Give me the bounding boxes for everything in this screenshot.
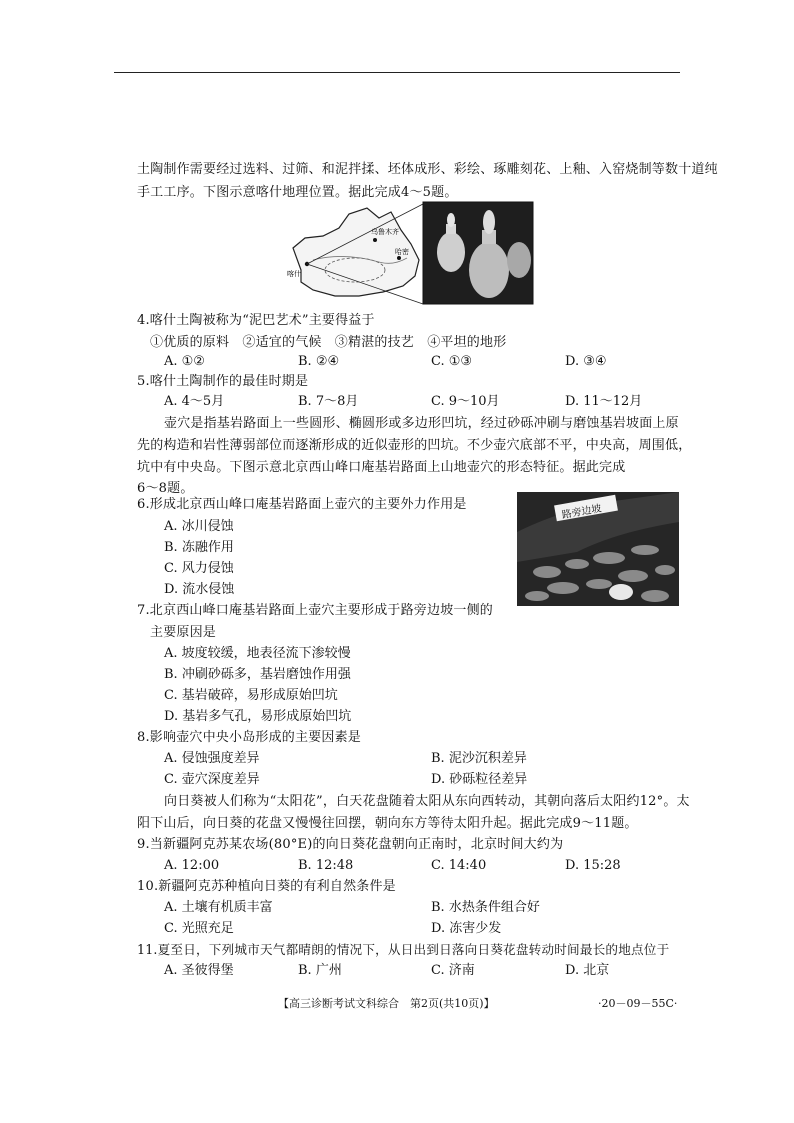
map-label-urumqi: 乌鲁木齐 xyxy=(371,228,399,236)
q9-option-c[interactable]: C. 14:40 xyxy=(431,858,487,873)
passage3-line1: 向日葵被人们称为“太阳花”，白天花盘随着太阳从东向西转动，其朝向落后太阳约12°。太 xyxy=(164,794,690,809)
q11-stem: 11.夏至日，下列城市天气都晴朗的情况下，从日出到日落向日葵花盘转动时间最长的地点位于 xyxy=(137,942,670,957)
q6-stem: 6.形成北京西山峰口庵基岩路面上壶穴的主要外力作用是 xyxy=(137,497,467,512)
pothole-photo xyxy=(517,492,679,606)
q10-stem: 10.新疆阿克苏种植向日葵的有利自然条件是 xyxy=(137,879,396,894)
q4-option-b[interactable]: B. ②④ xyxy=(298,354,340,369)
q7-option-a[interactable]: A. 坡度较缓，地表径流下渗较慢 xyxy=(164,646,351,661)
passage2-line4: 6～8题。 xyxy=(137,481,194,496)
urumqi-marker xyxy=(373,238,377,242)
q11-option-a[interactable]: A. 圣彼得堡 xyxy=(164,963,234,978)
passage2-line3: 坑中有中央岛。下图示意北京西山峰口庵基岩路面上山地壶穴的形态特征。据此完成 xyxy=(137,460,626,475)
q7-stem-line1: 7.北京西山峰口庵基岩路面上壶穴主要形成于路旁边坡一侧的 xyxy=(137,603,494,618)
pottery-photo xyxy=(423,202,533,304)
q4-items: ①优质的原料 ②适宜的气候 ③精湛的技艺 ④平坦的地形 xyxy=(150,335,507,350)
q6-option-d[interactable]: D. 流水侵蚀 xyxy=(164,582,235,597)
q7-stem-line2: 主要原因是 xyxy=(150,625,217,640)
q6-option-b[interactable]: B. 冻融作用 xyxy=(164,540,234,555)
photo-label-roadside-slope: 路旁边坡 xyxy=(561,503,603,522)
q9-stem: 9.当新疆阿克苏某农场(80°E)的向日葵花盘朝向正南时，北京时间大约为 xyxy=(137,837,564,852)
q5-option-a[interactable]: A. 4～5月 xyxy=(164,394,225,409)
q6-option-a[interactable]: A. 冰川侵蚀 xyxy=(164,519,234,534)
q7-option-b[interactable]: B. 冲刷砂砾多，基岩磨蚀作用强 xyxy=(164,667,351,682)
q10-option-d[interactable]: D. 冻害少发 xyxy=(431,921,502,936)
q5-option-c[interactable]: C. 9～10月 xyxy=(431,394,500,409)
q10-option-c[interactable]: C. 光照充足 xyxy=(164,921,234,936)
q4-stem: 4.喀什土陶被称为“泥巴艺术”主要得益于 xyxy=(137,313,375,328)
q8-stem: 8.影响壶穴中央小岛形成的主要因素是 xyxy=(137,730,362,745)
hami-marker xyxy=(397,256,401,260)
q9-option-a[interactable]: A. 12:00 xyxy=(164,858,220,873)
q4-option-d[interactable]: D. ③④ xyxy=(565,354,607,369)
q11-option-c[interactable]: C. 济南 xyxy=(431,963,475,978)
passage3-line2: 阳下山后，向日葵的花盘又慢慢往回摆，朝向东方等待太阳升起。据此完成9～11题。 xyxy=(137,816,638,831)
q11-option-b[interactable]: B. 广州 xyxy=(298,963,342,978)
xinjiang-map-figure xyxy=(283,200,535,306)
passage1-line1: 土陶制作需要经过选料、过筛、和泥拌揉、坯体成形、彩绘、琢雕刻花、上釉、入窑烧制等数十道纯 xyxy=(137,162,718,177)
q10-option-a[interactable]: A. 土壤有机质丰富 xyxy=(164,900,273,915)
q9-option-d[interactable]: D. 15:28 xyxy=(565,858,621,873)
q7-option-d[interactable]: D. 基岩多气孔，易形成原始凹坑 xyxy=(164,709,352,724)
q8-option-a[interactable]: A. 侵蚀强度差异 xyxy=(164,751,260,766)
q10-option-b[interactable]: B. 水热条件组合好 xyxy=(431,900,540,915)
xinjiang-map xyxy=(287,204,423,304)
footer-code: ·20－09－55C· xyxy=(598,997,678,1010)
q11-option-d[interactable]: D. 北京 xyxy=(565,963,610,978)
q8-option-c[interactable]: C. 壶穴深度差异 xyxy=(164,772,260,787)
passage2-line2: 先的构造和岩性薄弱部位而逐渐形成的近似壶形的凹坑。不少壶穴底部不平，中央高，周围低， xyxy=(137,438,692,453)
map-label-kashgar: 喀什 xyxy=(287,270,301,278)
map-label-hami: 哈密 xyxy=(395,248,409,256)
q8-option-d[interactable]: D. 砂砾粒径差异 xyxy=(431,772,528,787)
q7-option-c[interactable]: C. 基岩破碎，易形成原始凹坑 xyxy=(164,688,338,703)
q5-option-b[interactable]: B. 7～8月 xyxy=(298,394,359,409)
q5-stem: 5.喀什土陶制作的最佳时期是 xyxy=(137,374,309,389)
q4-option-c[interactable]: C. ①③ xyxy=(431,354,473,369)
footer-page-info: 【高三诊断考试文科综合 第2页(共10页)】 xyxy=(278,997,495,1010)
q8-option-b[interactable]: B. 泥沙沉积差异 xyxy=(431,751,527,766)
q6-option-c[interactable]: C. 风力侵蚀 xyxy=(164,561,234,576)
passage2-line1: 壶穴是指基岩路面上一些圆形、椭圆形或多边形凹坑，经过砂砾冲刷与磨蚀基岩坡面上原 xyxy=(164,416,679,431)
q4-option-a[interactable]: A. ①② xyxy=(164,354,205,369)
header-rule xyxy=(114,72,680,73)
q9-option-b[interactable]: B. 12:48 xyxy=(298,858,354,873)
passage1-line2: 手工工序。下图示意喀什地理位置。据此完成4～5题。 xyxy=(137,185,458,200)
q5-option-d[interactable]: D. 11～12月 xyxy=(565,394,643,409)
